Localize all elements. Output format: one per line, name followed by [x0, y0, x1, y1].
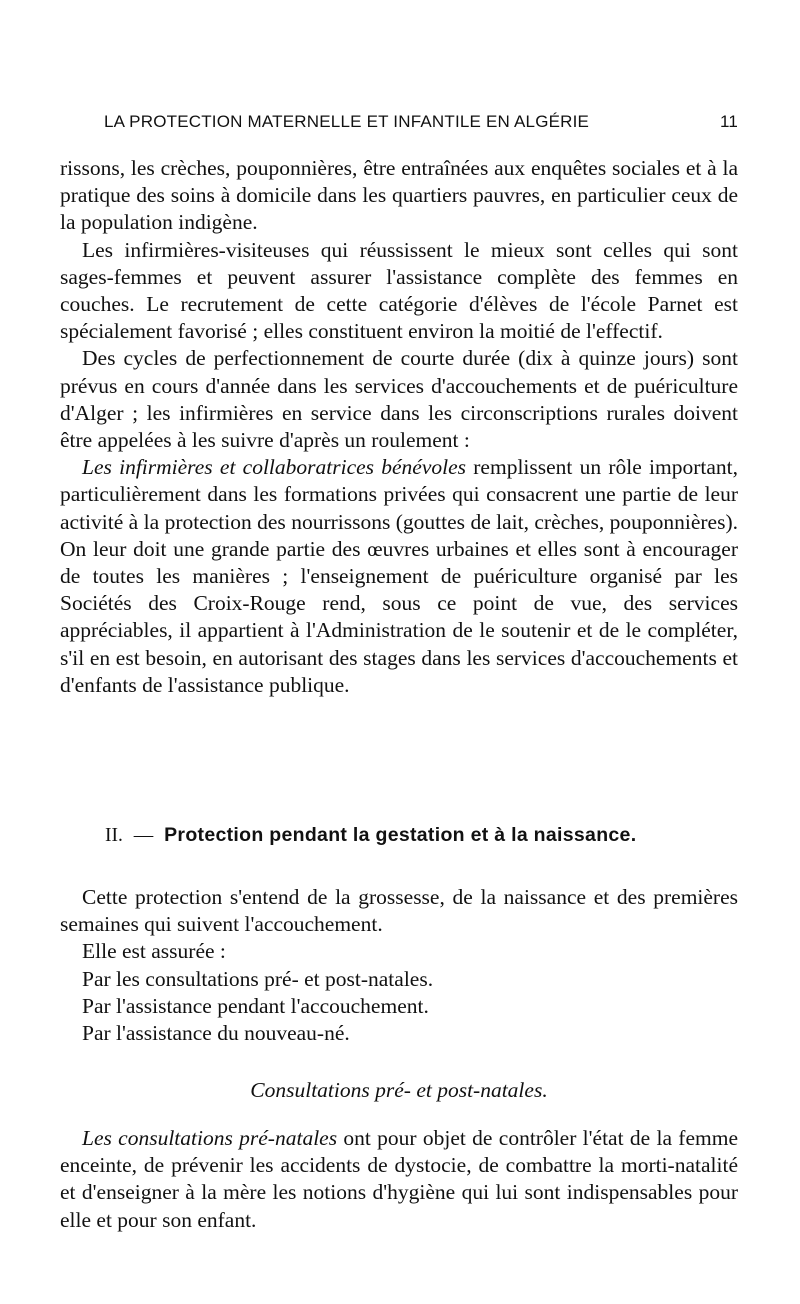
section-dash: —: [133, 825, 154, 846]
paragraph: Cette protection s'entend de la grossesse, de la naissance et des premières semaines qui suivent l'accouchement.: [60, 885, 738, 937]
italic-lead: Les consultations pré-natales: [82, 1126, 338, 1150]
paragraph: Elle est assurée :: [82, 939, 226, 964]
body-text-section: [60, 884, 738, 1047]
running-head-title: LA PROTECTION MATERNELLE ET INFANTILE EN ALGÉRIE: [104, 112, 590, 131]
list-item: Par les consultations pré- et post-natales.: [82, 966, 434, 991]
paragraph-rest: ont pour objet de contrôler l'état de la femme enceinte, de prévenir les accidents de dystocie, de combattre la morti-natalité et d'enseigner à la mère les notions d'hygiène qui lui sont indispensables pour elle et pour son enfant.: [60, 1126, 738, 1232]
paragraph-rest: remplissent un rôle important, particulièrement dans les formations privées qui consacrent une partie de leur activité à la protection des nourrissons (gouttes de lait, crèches, pouponnières). On leur doit une grande partie des œuvres urbaines et elles sont à encourager de toutes les manières ; l'enseignement de puériculture organisé par les Sociétés des Croix-Rouge rend, sous ce point de vue, des services appréciables, il appartient à l'Administration de le soutenir et de le compléter, s'il en est besoin, en autorisant des stages dans les services d'accouchements et d'enfants de l'assistance publique.: [60, 455, 738, 697]
list-item: Par l'assistance pendant l'accouchement.: [82, 993, 429, 1018]
paragraph: rissons, les crèches, pouponnières, être entraînées aux enquêtes sociales et à la pratique des soins à domicile dans les quartiers pauvres, en particulier ceux de la population indigène.: [60, 156, 738, 235]
page-number: 11: [719, 112, 738, 131]
paragraph: Des cycles de perfectionnement de courte durée (dix à quinze jours) sont prévus en cours d'année dans les services d'accouchements et de puériculture d'Alger ; les infirmières en service dans les circonscriptions rurales doivent être appelées à les suivre d'après un roulement :: [60, 346, 738, 453]
paragraph-consultations: [60, 1125, 738, 1234]
italic-lead: Les infirmières et collaboratrices bénévoles: [82, 455, 467, 480]
subheading: Consultations pré- et post-natales.: [250, 1078, 548, 1102]
section-heading: [60, 824, 738, 847]
section-title: Protection pendant la gestation et à la naissance.: [164, 824, 637, 846]
running-head: [60, 112, 738, 132]
paragraph: Les infirmières-visiteuses qui réussissent le mieux sont celles qui sont sages-femmes et peuvent assurer l'assistance complète des femmes en couches. Le recrutement de cette catégorie d'élèves de l'école Parnet est spécialement favorisé ; elles constituent environ la moitié de l'effectif.: [60, 237, 738, 344]
section-number: II.: [105, 825, 123, 846]
list-item: Par l'assistance du nouveau-né.: [82, 1021, 350, 1046]
paragraph-benevoles: [60, 454, 738, 699]
body-text-consultations: [60, 1125, 738, 1234]
body-text-top: [60, 155, 738, 699]
